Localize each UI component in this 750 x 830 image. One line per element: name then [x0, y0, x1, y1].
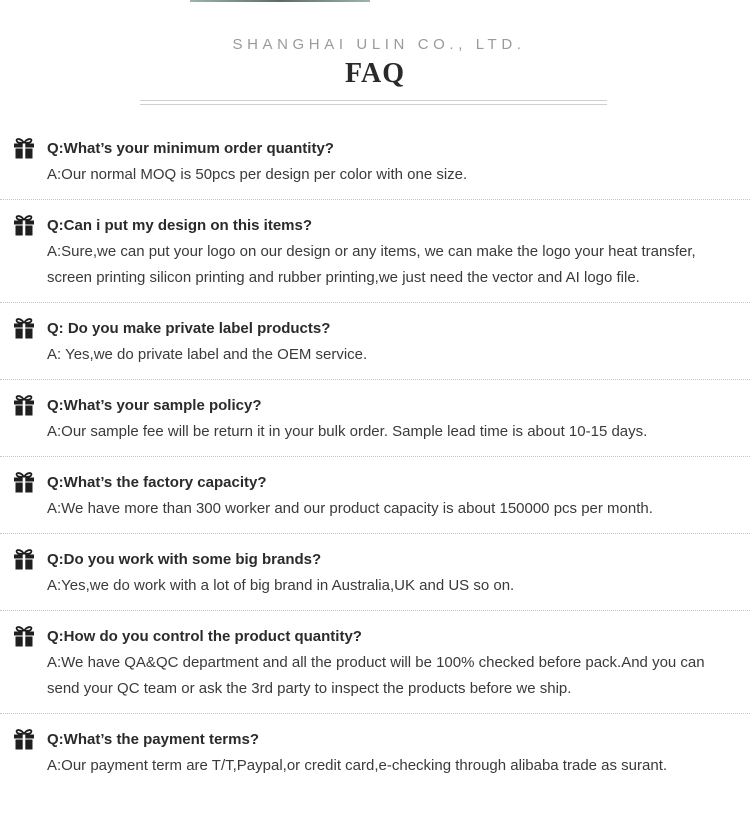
gift-icon	[12, 214, 36, 236]
faq-item	[0, 624, 750, 702]
page-title: FAQ	[344, 58, 406, 89]
faq-separator	[0, 199, 750, 200]
faq-item	[0, 316, 750, 368]
title-divider-bottom	[140, 104, 607, 105]
faq-item	[0, 136, 750, 188]
faq-item	[0, 727, 750, 779]
faq-separator	[0, 379, 750, 380]
faq-answer-line: A:Yes,we do work with a lot of big brand in Australia,UK and US so on.	[47, 577, 515, 594]
faq-item	[0, 470, 750, 522]
title-divider-top	[140, 100, 607, 101]
faq-separator	[0, 302, 750, 303]
faq-answer-line: send your QC team or ask the 3rd party to inspect the products before we ship.	[47, 680, 572, 697]
company-name: SHANGHAI ULIN CO., LTD.	[232, 36, 526, 53]
faq-answer-line: A:Our sample fee will be return it in your bulk order. Sample lead time is about 10-15 days.	[47, 423, 648, 440]
gift-icon	[12, 625, 36, 647]
gift-icon	[12, 394, 36, 416]
gift-icon	[12, 471, 36, 493]
faq-answer-line: A:Our normal MOQ is 50pcs per design per color with one size.	[47, 166, 468, 183]
gift-icon	[12, 728, 36, 750]
faq-answer-line: A: Yes,we do private label and the OEM service.	[47, 346, 368, 363]
faq-answer-line: A:Sure,we can put your logo on our design or any items, we can make the logo your heat transfer,	[47, 243, 696, 260]
faq-answer-line: A:We have QA&QC department and all the product will be 100% checked before pack.And you can	[47, 654, 705, 671]
faq-header	[0, 36, 750, 90]
faq-list	[0, 136, 750, 779]
faq-answer-line: A:We have more than 300 worker and our product capacity is about 150000 pcs per month.	[47, 500, 653, 517]
faq-item	[0, 393, 750, 445]
faq-question: Q: Do you make private label products?	[47, 320, 331, 337]
faq-answer-line: screen printing silicon printing and rubber printing,we just need the vector and AI logo file.	[47, 269, 640, 286]
gift-icon	[12, 137, 36, 159]
faq-question: Q:What’s the factory capacity?	[47, 474, 267, 491]
faq-question: Q:What’s your minimum order quantity?	[47, 140, 334, 157]
faq-separator	[0, 610, 750, 611]
faq-question: Q:Do you work with some big brands?	[47, 551, 322, 568]
top-accent-bar	[190, 0, 370, 2]
faq-question: Q:Can i put my design on this items?	[47, 217, 313, 234]
faq-question: Q:What’s your sample policy?	[47, 397, 262, 414]
faq-item	[0, 213, 750, 291]
faq-question: Q:How do you control the product quantity?	[47, 628, 362, 645]
faq-question: Q:What’s the payment terms?	[47, 731, 259, 748]
faq-separator	[0, 533, 750, 534]
faq-separator	[0, 713, 750, 714]
faq-item	[0, 547, 750, 599]
gift-icon	[12, 548, 36, 570]
faq-separator	[0, 456, 750, 457]
gift-icon	[12, 317, 36, 339]
faq-answer-line: A:Our payment term are T/T,Paypal,or credit card,e-checking through alibaba trade as surant.	[47, 757, 668, 774]
